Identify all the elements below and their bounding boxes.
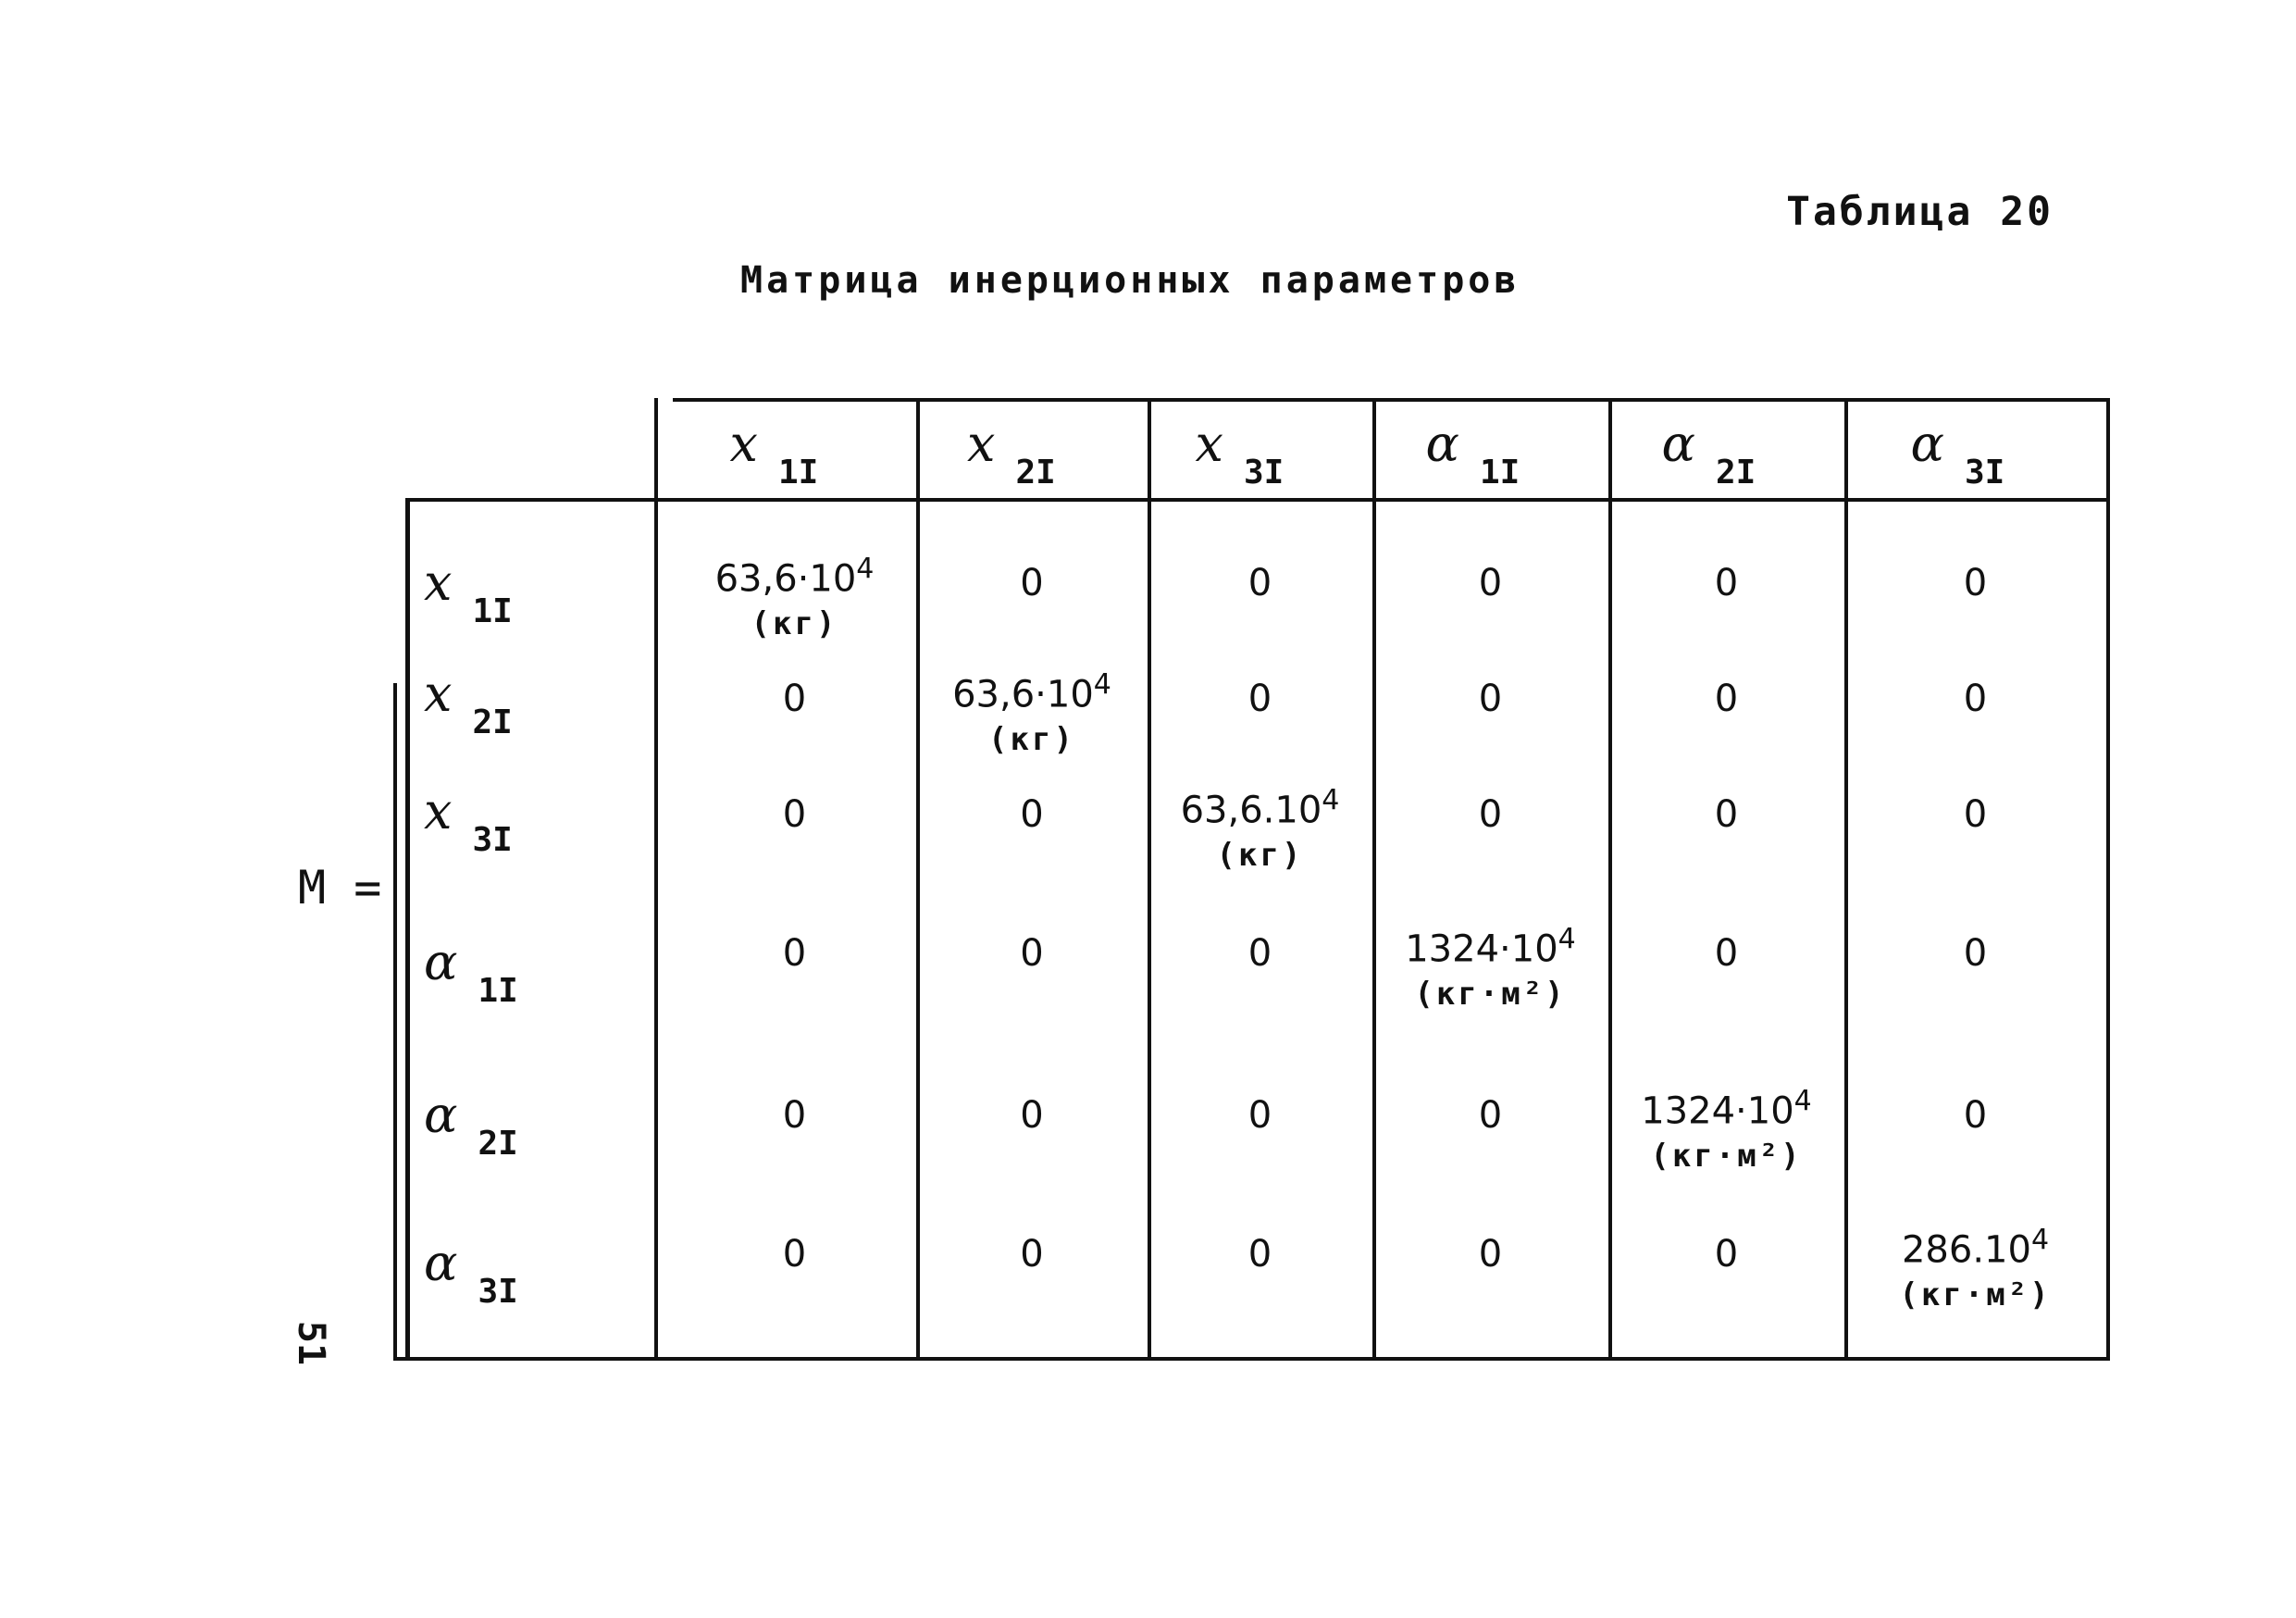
column-header: [967, 415, 1056, 492]
value-mantissa: 286.10: [1901, 1228, 2031, 1272]
matrix-cell: [1148, 784, 1372, 875]
symbol-letter: x: [424, 782, 453, 840]
value-mantissa: 0: [782, 1233, 807, 1276]
value-exponent: 4: [1558, 923, 1576, 955]
zero-value: [673, 1094, 916, 1137]
inertia-value: [916, 668, 1148, 716]
unit-label: (кг·м²): [1650, 1138, 1803, 1176]
value-exponent: 4: [1322, 784, 1340, 816]
matrix-cell: [673, 1094, 916, 1137]
matrix-cell: [1608, 1233, 1844, 1276]
column-header: [1195, 415, 1285, 492]
matrix-cell: [1148, 1094, 1372, 1137]
inertia-value: [1608, 1085, 1844, 1133]
value-mantissa: 0: [782, 1094, 807, 1137]
matrix-cell: [1844, 562, 2106, 604]
table-title: Матрица инерционных параметров: [740, 259, 1520, 302]
symbol-letter: x: [1195, 415, 1223, 473]
row-header-left-border: [405, 498, 410, 1357]
value-mantissa: 0: [1020, 793, 1044, 836]
matrix-cell: [673, 553, 916, 643]
matrix-cell: [916, 668, 1148, 759]
matrix-cell: [916, 562, 1148, 604]
matrix-cell: [916, 932, 1148, 975]
symbol-letter: x: [729, 415, 758, 473]
row-header: [424, 554, 513, 630]
symbol-letter: α: [424, 933, 458, 991]
zero-value: [1372, 793, 1608, 836]
matrix-cell: [673, 678, 916, 720]
zero-value: [1608, 932, 1844, 975]
value-exponent: 4: [1093, 668, 1111, 701]
matrix-cell: [916, 793, 1148, 836]
value-mantissa: 0: [1714, 1233, 1739, 1276]
symbol-subscript: 1I: [777, 454, 819, 492]
column-divider: [2106, 398, 2110, 1357]
zero-value: [1608, 678, 1844, 720]
matrix-cell: [1372, 793, 1608, 836]
symbol-subscript: 3I: [478, 1273, 518, 1311]
value-mantissa: 0: [1478, 562, 1503, 604]
zero-value: [1844, 793, 2106, 836]
value-mantissa: 0: [1963, 793, 1988, 836]
symbol-subscript: 1I: [472, 592, 513, 630]
value-mantissa: 0: [1478, 678, 1503, 720]
value-mantissa: 0: [1478, 1094, 1503, 1137]
zero-value: [916, 932, 1148, 975]
zero-value: [673, 678, 916, 720]
zero-value: [1608, 1233, 1844, 1276]
value-exponent: 4: [2030, 1224, 2050, 1256]
column-header: [1661, 415, 1756, 492]
symbol-subscript: 3I: [1964, 454, 2005, 492]
symbol-subscript: 1I: [1479, 454, 1520, 492]
matrix-cell: [1608, 678, 1844, 720]
inertia-value: [673, 553, 916, 601]
unit-label: (кг): [751, 605, 838, 643]
value-mantissa: 0: [1963, 678, 1988, 720]
value-mantissa: 0: [1020, 562, 1044, 604]
matrix-cell: [673, 1233, 916, 1276]
zero-value: [1844, 678, 2106, 720]
matrix-cell: [916, 1233, 1148, 1276]
symbol-letter: x: [967, 415, 996, 473]
symbol-letter: x: [424, 554, 453, 612]
symbol-subscript: 2I: [1715, 454, 1756, 492]
symbol-subscript: 3I: [1243, 454, 1285, 492]
value-mantissa: 1324·10: [1405, 927, 1558, 971]
value-mantissa: 0: [1963, 932, 1988, 975]
zero-value: [673, 932, 916, 975]
column-header: [729, 415, 819, 492]
matrix-cell: [1148, 562, 1372, 604]
symbol-letter: α: [1425, 415, 1459, 473]
value-mantissa: 0: [1714, 562, 1739, 604]
header-bottom-border: [405, 498, 2110, 502]
matrix-cell: [1844, 932, 2106, 975]
value-mantissa: 63,6·10: [952, 673, 1094, 716]
inertia-value: [1148, 784, 1372, 832]
zero-value: [1844, 932, 2106, 975]
page-number: 51: [290, 1320, 333, 1366]
column-header: [1425, 415, 1520, 492]
row-header: [424, 1234, 518, 1311]
header-top-border: [673, 398, 2110, 402]
inertia-value: [1844, 1224, 2106, 1272]
symbol-letter: x: [424, 665, 453, 723]
zero-value: [916, 793, 1148, 836]
symbol-subscript: 2I: [472, 703, 513, 741]
column-header: [1910, 415, 2005, 492]
value-mantissa: 0: [1020, 1094, 1044, 1137]
matrix-cell: [1608, 1085, 1844, 1176]
row-header: [424, 1086, 518, 1163]
value-mantissa: 0: [1714, 932, 1739, 975]
zero-value: [916, 1094, 1148, 1137]
zero-value: [1148, 678, 1372, 720]
value-mantissa: 0: [1478, 793, 1503, 836]
row-header-outer-left: [393, 683, 397, 1357]
zero-value: [1372, 1094, 1608, 1137]
matrix-cell: [916, 1094, 1148, 1137]
symbol-subscript: 1I: [478, 972, 518, 1010]
matrix-cell: [1844, 678, 2106, 720]
value-mantissa: 0: [1963, 1094, 1988, 1137]
matrix-label: M =: [298, 861, 382, 915]
value-mantissa: 0: [1714, 793, 1739, 836]
inertia-value: [1372, 923, 1608, 971]
zero-value: [1844, 1094, 2106, 1137]
value-mantissa: 1324·10: [1641, 1089, 1794, 1133]
zero-value: [1148, 932, 1372, 975]
symbol-letter: α: [424, 1086, 458, 1144]
unit-label: (кг): [1216, 837, 1304, 875]
matrix-cell: [1372, 678, 1608, 720]
matrix-cell: [1844, 1094, 2106, 1137]
matrix-cell: [1372, 562, 1608, 604]
symbol-subscript: 2I: [478, 1125, 518, 1163]
zero-value: [916, 1233, 1148, 1276]
value-mantissa: 0: [1247, 1233, 1272, 1276]
value-exponent: 4: [1793, 1085, 1812, 1117]
symbol-letter: α: [424, 1234, 458, 1292]
zero-value: [1148, 1233, 1372, 1276]
value-mantissa: 0: [1247, 678, 1272, 720]
value-mantissa: 0: [1478, 1233, 1503, 1276]
value-mantissa: 0: [1247, 932, 1272, 975]
matrix-cell: [1844, 1224, 2106, 1314]
matrix-cell: [1148, 932, 1372, 975]
zero-value: [1372, 678, 1608, 720]
value-mantissa: 0: [782, 793, 807, 836]
matrix-cell: [1844, 793, 2106, 836]
zero-value: [916, 562, 1148, 604]
value-mantissa: 0: [1247, 1094, 1272, 1137]
unit-label: (кг): [988, 721, 1075, 759]
column-divider: [654, 398, 658, 1357]
column-divider: [1608, 398, 1612, 1357]
value-mantissa: 0: [1714, 678, 1739, 720]
symbol-subscript: 3I: [472, 821, 513, 859]
row-header: [424, 933, 518, 1010]
matrix-cell: [1608, 793, 1844, 836]
value-mantissa: 0: [1020, 932, 1044, 975]
zero-value: [1608, 793, 1844, 836]
unit-label: (кг·м²): [1899, 1276, 2052, 1314]
matrix-cell: [1608, 932, 1844, 975]
column-divider: [916, 398, 920, 1357]
zero-value: [673, 793, 916, 836]
value-mantissa: 63,6·10: [714, 557, 857, 601]
value-mantissa: 0: [1247, 562, 1272, 604]
zero-value: [1844, 562, 2106, 604]
matrix-cell: [673, 932, 916, 975]
value-mantissa: 63,6.10: [1180, 789, 1322, 832]
zero-value: [1148, 562, 1372, 604]
unit-label: (кг·м²): [1414, 976, 1567, 1014]
zero-value: [1608, 562, 1844, 604]
row-header: [424, 665, 513, 741]
column-divider: [1148, 398, 1151, 1357]
matrix-cell: [1148, 1233, 1372, 1276]
zero-value: [1372, 1233, 1608, 1276]
table-bottom-border: [393, 1357, 2110, 1361]
symbol-letter: α: [1661, 415, 1695, 473]
value-mantissa: 0: [782, 678, 807, 720]
value-mantissa: 0: [1963, 562, 1988, 604]
column-divider: [1844, 398, 1848, 1357]
value-mantissa: 0: [782, 932, 807, 975]
zero-value: [673, 1233, 916, 1276]
symbol-letter: α: [1910, 415, 1944, 473]
row-header: [424, 782, 513, 859]
value-exponent: 4: [856, 553, 875, 585]
zero-value: [1148, 1094, 1372, 1137]
matrix-cell: [1372, 1094, 1608, 1137]
zero-value: [1372, 562, 1608, 604]
matrix-cell: [673, 793, 916, 836]
symbol-subscript: 2I: [1015, 454, 1056, 492]
column-divider: [1372, 398, 1376, 1357]
value-mantissa: 0: [1020, 1233, 1044, 1276]
matrix-cell: [1372, 1233, 1608, 1276]
matrix-cell: [1608, 562, 1844, 604]
matrix-cell: [1372, 923, 1608, 1014]
table-number-label: Таблица 20: [1786, 189, 2054, 235]
matrix-cell: [1148, 678, 1372, 720]
